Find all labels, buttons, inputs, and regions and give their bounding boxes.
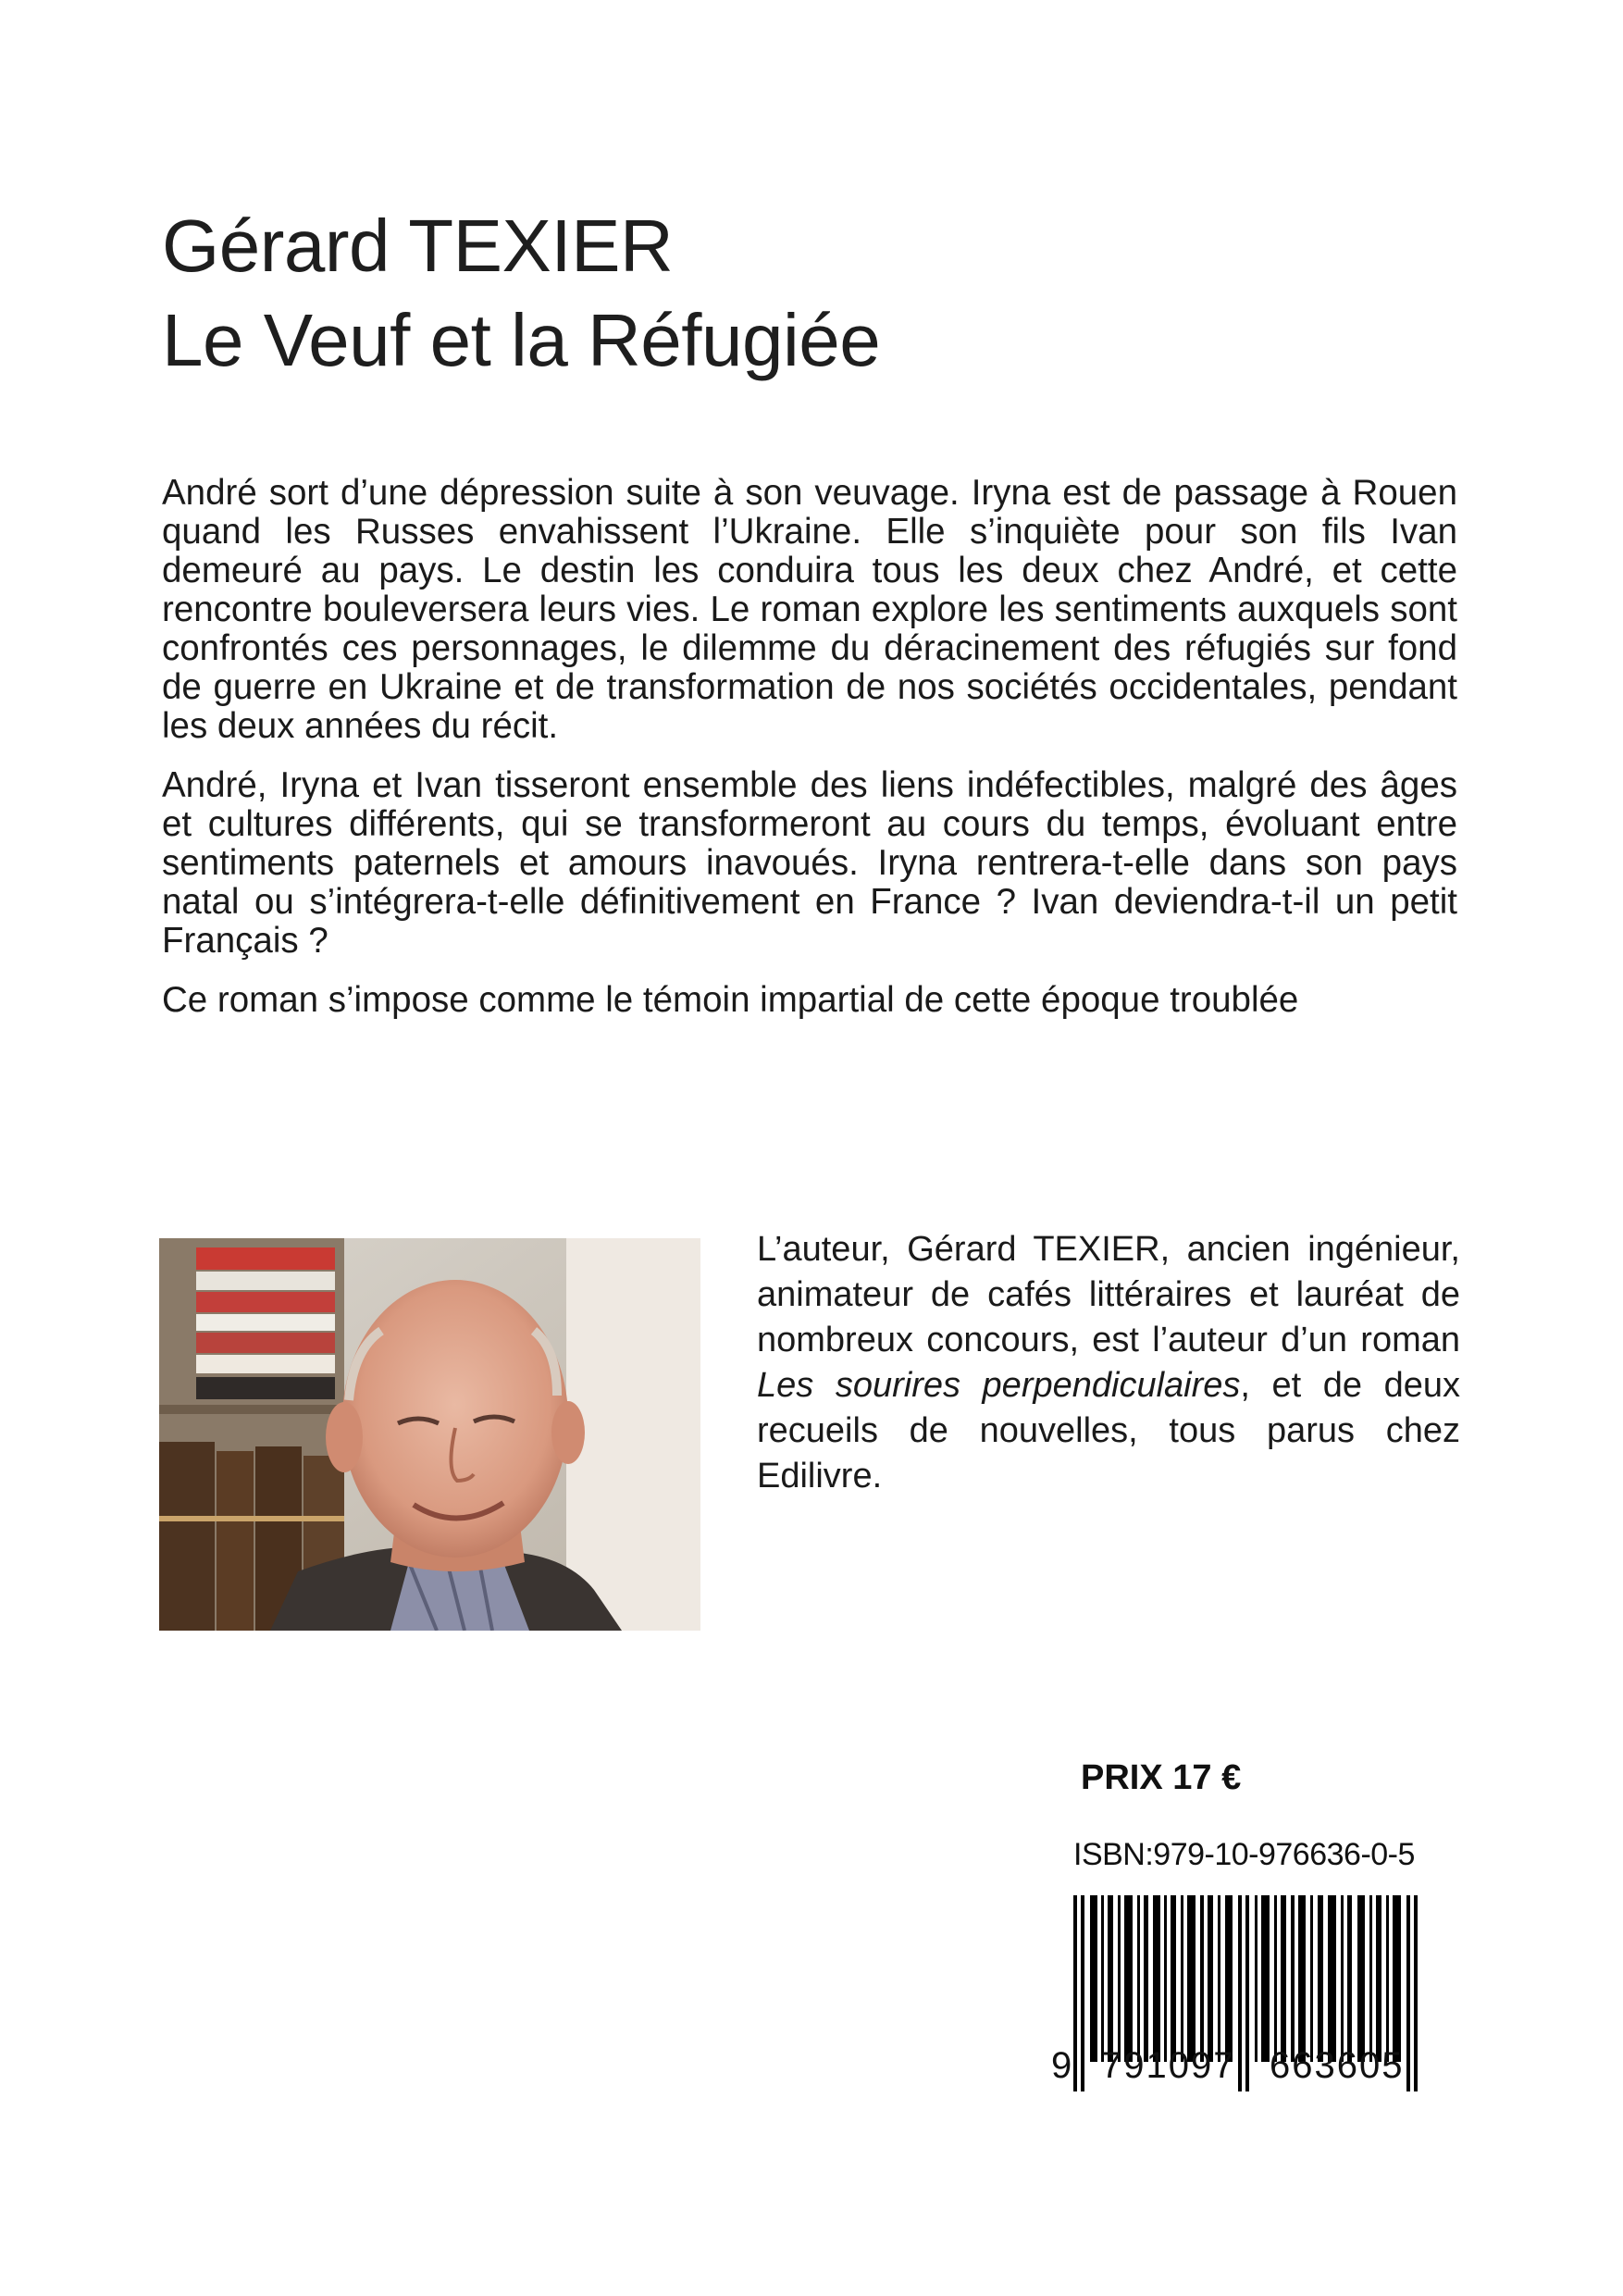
bio-text-start: L’auteur, Gérard TEXIER, ancien ingénieur, animateur de cafés littéraires et lauréat de nombreux concours, est l’auteur d’un roman [757,1230,1460,1359]
title-block [162,199,1457,388]
isbn-label: ISBN:979-10-976636-0-5 [1073,1837,1415,1872]
bio-book-title: Les sourires perpendiculaires [757,1366,1241,1405]
book-title: Le Veuf et la Réfugiée [162,299,881,381]
author-name: Gérard TEXIER [162,205,674,287]
synopsis-paragraph-3: Ce roman s’impose comme le témoin impartial de cette époque troublée [162,980,1299,1020]
author-photo [159,1238,700,1631]
barcode-lead-digit: 9 [1051,2045,1072,2086]
synopsis-paragraph-2: André, Iryna et Ivan tisseront ensemble des liens indéfectibles, malgré des âges et cultures différents, qui se transformeront au cours du temps, évoluant entre sentiments paternels et amours inavoués. Iryna rentrera-t-elle dans son pays natal ou s’intégrera-t-elle définitivement en France ? Ivan deviendra-t-il un petit Français ? [162,765,1457,961]
price-label: PRIX 17 € [1081,1758,1242,1797]
synopsis [162,474,1457,1040]
bio-text-end: , et de deux recueils de nouvelles, tous parus chez Edilivre. [757,1366,1461,1496]
synopsis-paragraph-1: André sort d’une dépression suite à son veuvage. Iryna est de passage à Rouen quand les Russes envahissent l’Ukraine. Elle s’inquiète pour son fils Ivan demeuré au pays. Le destin les conduira tous les deux chez André, et cette rencontre bouleversera leurs vies. Le roman explore les sentiments auxquels sont confrontés ces personnages, le dilemme du déracinement des réfugiés sur fond de guerre en Ukraine et de transformation de nos sociétés occidentales, pendant les deux années du récit. [162,473,1457,746]
barcode-left-digits: 791097 [1101,2045,1236,2086]
author-bio [757,1227,1460,1499]
author-portrait-icon [159,1238,700,1631]
barcode-right-digits: 663605 [1270,2045,1405,2086]
